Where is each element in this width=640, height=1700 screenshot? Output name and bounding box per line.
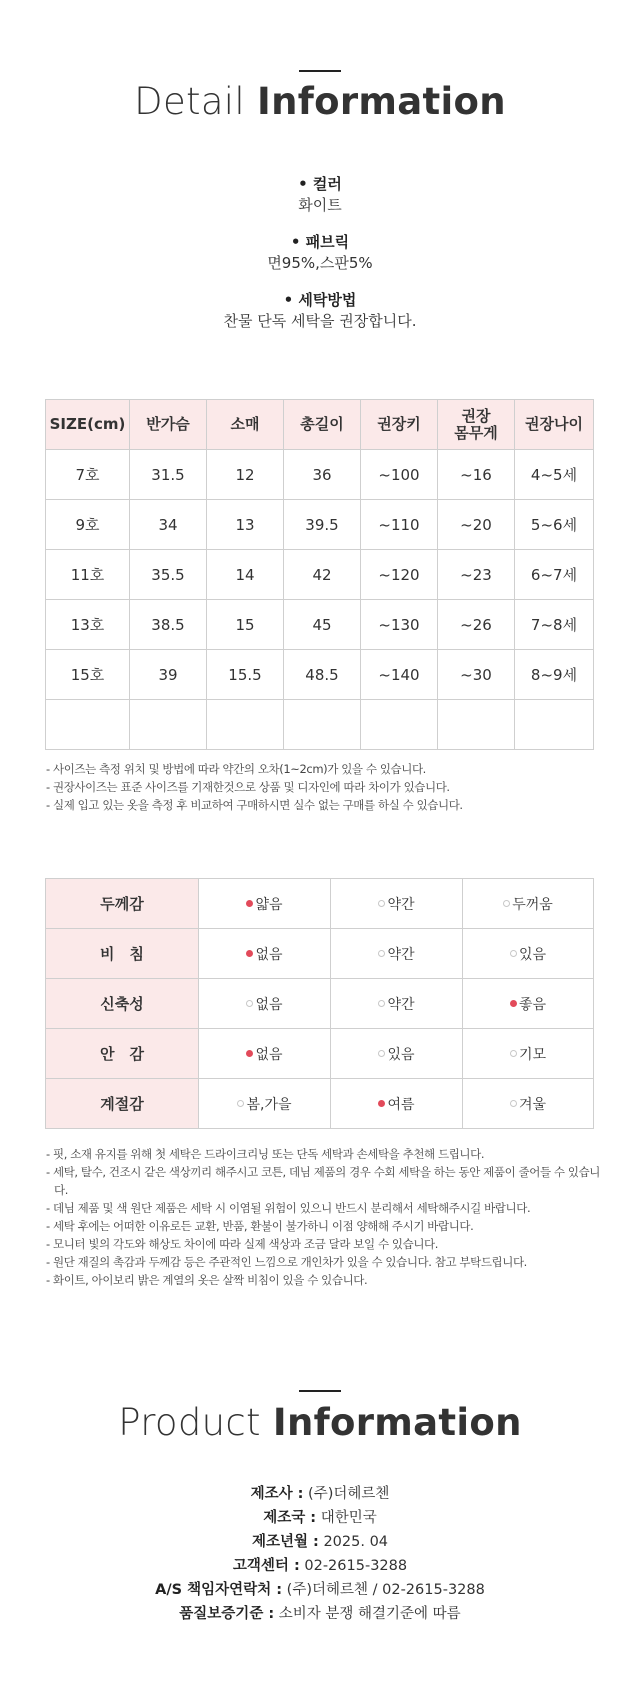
product-title-rule <box>299 1390 341 1392</box>
size-cell: 36 <box>284 450 361 500</box>
size-notes <box>46 760 606 814</box>
size-cell: ~110 <box>361 500 438 550</box>
option-label: 없음 <box>255 946 283 963</box>
product-title-bold: Information <box>272 1401 522 1444</box>
size-header-cell: 권장키 <box>361 400 438 450</box>
size-cell <box>284 700 361 750</box>
size-cell: ~23 <box>438 550 515 600</box>
property-row <box>46 979 594 1029</box>
unselected-dot-icon <box>246 1000 253 1007</box>
product-info-value: 소비자 분쟁 해결기준에 따름 <box>274 1606 461 1622</box>
property-option <box>199 929 331 979</box>
size-cell: ~30 <box>438 650 515 700</box>
care-note: - 원단 재질의 촉감과 두께감 등은 주관적인 느낌으로 개인차가 있을 수 있습니다. 참고 부탁드립니다. <box>46 1255 527 1269</box>
size-cell: 48.5 <box>284 650 361 700</box>
option-label: 있음 <box>518 946 547 963</box>
property-option <box>463 1029 594 1079</box>
spec-label: • 패브릭 <box>290 233 350 251</box>
unselected-dot-icon <box>378 1000 385 1007</box>
option-label: 봄,가을 <box>246 1096 292 1113</box>
option-label: 약간 <box>387 996 415 1013</box>
product-info-key: 제조사 : <box>250 1486 304 1502</box>
size-note: - 사이즈는 측정 위치 및 방법에 따라 약간의 오차(1~2cm)가 있을 수 있습니다. <box>46 762 426 776</box>
size-cell: 15호 <box>46 650 130 700</box>
option-label: 겨울 <box>518 1096 547 1113</box>
product-info-row <box>0 1506 640 1530</box>
property-option <box>331 879 463 929</box>
property-option <box>463 1079 594 1129</box>
size-cell: 31.5 <box>130 450 207 500</box>
product-info-value: 02-2615-3288 <box>299 1558 408 1574</box>
size-cell: 45 <box>284 600 361 650</box>
selected-dot-icon <box>246 900 253 907</box>
property-label: 안 감 <box>46 1029 199 1079</box>
product-info-value: (주)더헤르첸 / 02-2615-3288 <box>282 1582 485 1598</box>
selected-dot-icon <box>246 1050 253 1057</box>
care-note: - 화이트, 아이보리 밝은 계열의 옷은 살짝 비침이 있을 수 있습니다. <box>46 1273 368 1287</box>
option-label: 얇음 <box>255 896 283 913</box>
detail-title-bold: Information <box>257 80 506 123</box>
spec-washing <box>0 290 640 332</box>
size-header-cell: 소매 <box>207 400 284 450</box>
size-cell <box>130 700 207 750</box>
size-note: - 실제 입고 있는 옷을 측정 후 비교하여 구매하시면 실수 없는 구매를 하실 수 있습니다. <box>46 798 463 812</box>
size-cell: 34 <box>130 500 207 550</box>
spec-fabric <box>0 232 640 274</box>
size-cell: 7~8세 <box>515 600 594 650</box>
size-cell: 12 <box>207 450 284 500</box>
property-option <box>331 1029 463 1079</box>
detail-title-rule <box>299 70 341 72</box>
size-cell <box>207 700 284 750</box>
size-cell: 35.5 <box>130 550 207 600</box>
fabric-properties-table <box>45 878 594 1129</box>
product-info-row <box>0 1578 640 1602</box>
spec-label: • 컬러 <box>298 175 342 193</box>
unselected-dot-icon <box>510 1100 517 1107</box>
size-header-cell: 반가슴 <box>130 400 207 450</box>
size-table-row <box>46 450 594 500</box>
spec-value: 화이트 <box>298 196 342 214</box>
option-label: 약간 <box>387 896 415 913</box>
product-info-value: 대한민국 <box>316 1510 377 1526</box>
care-note: - 세탁, 탈수, 건조시 같은 색상끼리 해주시고 코튼, 데님 제품의 경우 수회 세탁을 하는 동안 제품이 줄어들 수 있습니다. <box>46 1165 601 1197</box>
size-cell <box>438 700 515 750</box>
selected-dot-icon <box>246 950 253 957</box>
size-table-row <box>46 500 594 550</box>
size-cell: ~140 <box>361 650 438 700</box>
unselected-dot-icon <box>378 900 385 907</box>
size-cell: ~20 <box>438 500 515 550</box>
spec-value: 찬물 단독 세탁을 권장합니다. <box>223 312 417 330</box>
unselected-dot-icon <box>503 900 510 907</box>
size-cell: ~26 <box>438 600 515 650</box>
option-label: 좋음 <box>518 996 547 1013</box>
product-info-list <box>0 1482 640 1626</box>
size-header-cell: 권장 몸무게 <box>438 400 515 450</box>
size-table-row <box>46 650 594 700</box>
option-label: 없음 <box>255 996 283 1013</box>
size-cell: 4~5세 <box>515 450 594 500</box>
size-table-row <box>46 550 594 600</box>
unselected-dot-icon <box>378 950 385 957</box>
size-cell: 15 <box>207 600 284 650</box>
product-info-key: A/S 책임자연락처 : <box>155 1582 283 1598</box>
size-cell: 39.5 <box>284 500 361 550</box>
detail-title <box>0 80 640 123</box>
property-label: 비 침 <box>46 929 199 979</box>
selected-dot-icon <box>378 1100 385 1107</box>
care-notes <box>46 1145 606 1289</box>
property-option <box>331 1079 463 1129</box>
size-cell <box>515 700 594 750</box>
property-option <box>331 929 463 979</box>
size-cell: 8~9세 <box>515 650 594 700</box>
size-header-cell: SIZE(cm) <box>46 400 130 450</box>
size-cell: 6~7세 <box>515 550 594 600</box>
size-cell: 38.5 <box>130 600 207 650</box>
property-option <box>463 929 594 979</box>
size-cell: 11호 <box>46 550 130 600</box>
care-note: - 데님 제품 및 색 원단 제품은 세탁 시 이염될 위험이 있으니 반드시 분리해서 세탁해주시길 바랍니다. <box>46 1201 531 1215</box>
size-table-header <box>46 400 594 450</box>
option-label: 기모 <box>518 1046 547 1063</box>
unselected-dot-icon <box>237 1100 244 1107</box>
option-label: 없음 <box>255 1046 283 1063</box>
property-row <box>46 1079 594 1129</box>
product-info-row <box>0 1482 640 1506</box>
option-label: 여름 <box>387 1096 415 1113</box>
product-info-key: 제조년월 : <box>251 1534 319 1550</box>
product-title <box>0 1401 640 1444</box>
size-cell: 9호 <box>46 500 130 550</box>
size-table <box>45 399 594 750</box>
option-label: 약간 <box>387 946 415 963</box>
selected-dot-icon <box>510 1000 517 1007</box>
size-cell: ~130 <box>361 600 438 650</box>
property-option <box>463 979 594 1029</box>
option-label: 두꺼움 <box>512 896 553 913</box>
size-table-row <box>46 600 594 650</box>
property-row <box>46 929 594 979</box>
size-cell: 13 <box>207 500 284 550</box>
product-info-key: 품질보증기준 : <box>179 1606 275 1622</box>
size-cell: 42 <box>284 550 361 600</box>
product-info-row <box>0 1602 640 1626</box>
care-note: - 핏, 소재 유지를 위해 첫 세탁은 드라이크리닝 또는 단독 세탁과 손세탁을 추천해 드립니다. <box>46 1147 485 1161</box>
spec-value: 면95%,스판5% <box>267 254 373 272</box>
unselected-dot-icon <box>510 1050 517 1057</box>
size-header-cell: 권장나이 <box>515 400 594 450</box>
property-option <box>199 879 331 929</box>
care-note: - 세탁 후에는 어떠한 이유로든 교환, 반품, 환불이 불가하니 이점 양해해 주시기 바랍니다. <box>46 1219 474 1233</box>
product-info-row <box>0 1554 640 1578</box>
product-info-key: 고객센터 : <box>232 1558 300 1574</box>
property-label: 신축성 <box>46 979 199 1029</box>
size-cell: 7호 <box>46 450 130 500</box>
product-info-value: 2025. 04 <box>318 1534 389 1550</box>
size-cell: ~16 <box>438 450 515 500</box>
unselected-dot-icon <box>378 1050 385 1057</box>
product-info-key: 제조국 : <box>263 1510 317 1526</box>
property-label: 두께감 <box>46 879 199 929</box>
detail-title-light: Detail <box>134 80 245 123</box>
property-option <box>199 1079 331 1129</box>
size-cell <box>46 700 130 750</box>
size-cell: ~100 <box>361 450 438 500</box>
care-note: - 모니터 빛의 각도와 해상도 차이에 따라 실제 색상과 조금 달라 보일 수 있습니다. <box>46 1237 439 1251</box>
size-cell: 39 <box>130 650 207 700</box>
size-cell <box>361 700 438 750</box>
spec-color <box>0 174 640 216</box>
size-cell: ~120 <box>361 550 438 600</box>
property-option <box>199 979 331 1029</box>
product-info-value: (주)더헤르첸 <box>303 1486 390 1502</box>
property-row <box>46 879 594 929</box>
option-label: 있음 <box>387 1046 415 1063</box>
product-title-light: Product <box>118 1401 261 1444</box>
unselected-dot-icon <box>510 950 517 957</box>
size-table-row-empty <box>46 700 594 750</box>
property-label: 계절감 <box>46 1079 199 1129</box>
size-cell: 13호 <box>46 600 130 650</box>
spec-label: • 세탁방법 <box>283 291 357 309</box>
property-option <box>199 1029 331 1079</box>
property-row <box>46 1029 594 1079</box>
size-header-cell: 총길이 <box>284 400 361 450</box>
property-option <box>331 979 463 1029</box>
product-info-row <box>0 1530 640 1554</box>
property-option <box>463 879 594 929</box>
size-note: - 권장사이즈는 표준 사이즈를 기재한것으로 상품 및 디자인에 따라 차이가 있습니다. <box>46 780 450 794</box>
size-cell: 15.5 <box>207 650 284 700</box>
size-cell: 14 <box>207 550 284 600</box>
size-cell: 5~6세 <box>515 500 594 550</box>
